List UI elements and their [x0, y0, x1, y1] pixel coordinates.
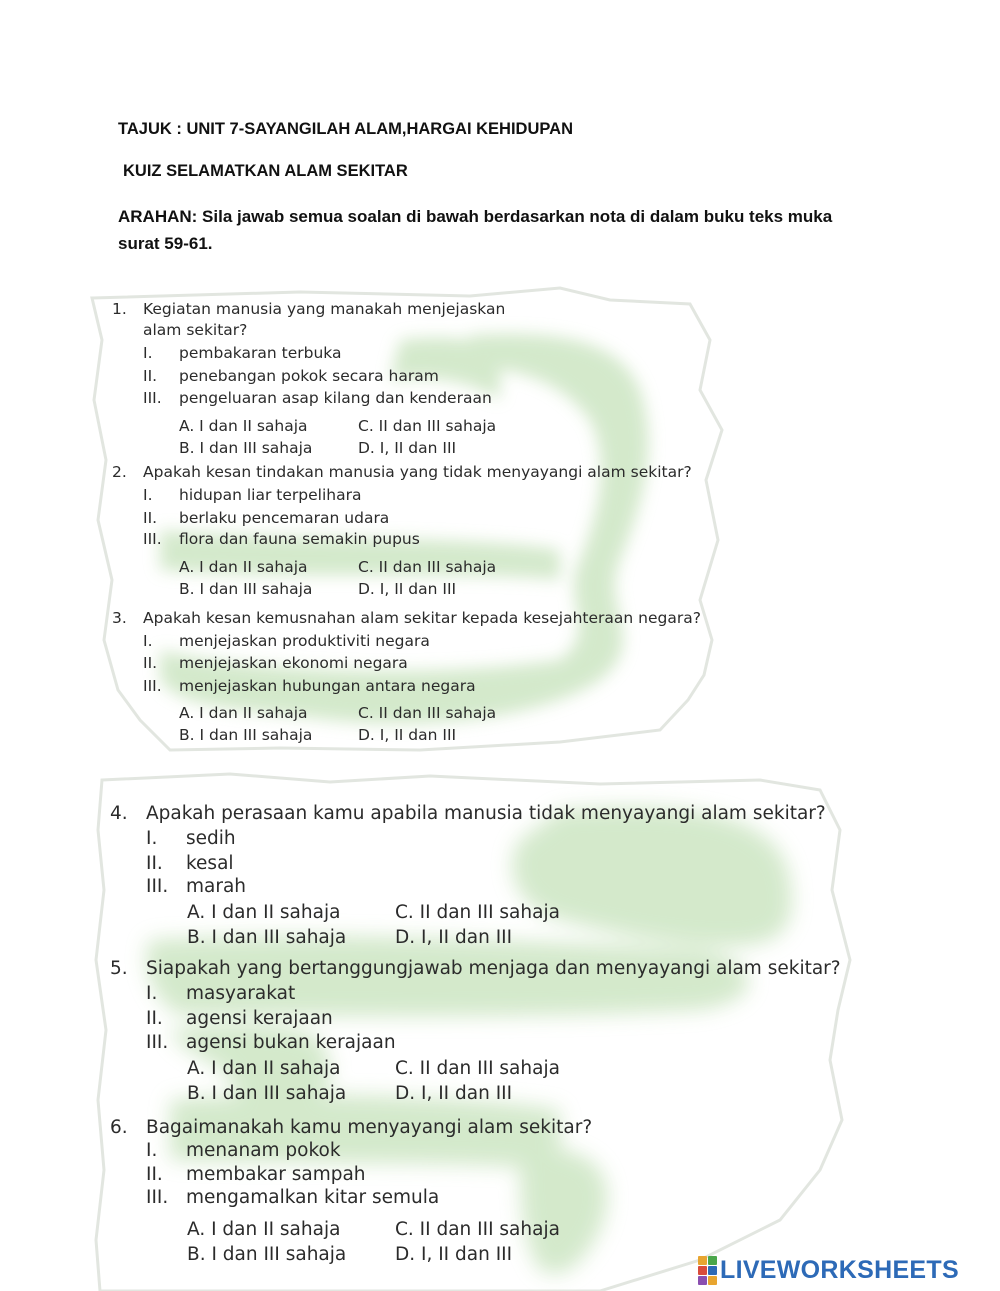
question-2-item-3: III. flora dan fauna semakin pupus [143, 530, 420, 548]
question-1-item-2: II. penebangan pokok secara haram [143, 367, 439, 385]
question-number: 2. [112, 463, 127, 481]
question-5-item-1: I. masyarakat [146, 983, 296, 1004]
question-panel-2 [0, 770, 1000, 1291]
quiz-subtitle: KUIZ SELAMATKAN ALAM SEKITAR [123, 162, 408, 180]
question-2-answer-c[interactable]: C. II dan III sahaja [358, 558, 497, 576]
question-3-item-1: I. menjejaskan produktiviti negara [143, 632, 430, 650]
question-6-item-2: II. membakar sampah [146, 1164, 366, 1185]
question-1-item-3: III. pengeluaran asap kilang dan kenderaan [143, 389, 492, 407]
question-4-answer-a[interactable]: A. I dan II sahaja [187, 902, 341, 923]
question-4-answer-d[interactable]: D. I, II dan III [395, 927, 513, 948]
question-number: 3. [112, 609, 127, 627]
liveworksheets-logo[interactable] [698, 1256, 959, 1284]
question-number: 5. [110, 958, 128, 979]
question-2-answer-b[interactable]: B. I dan III sahaja [179, 580, 313, 598]
question-4-item-1: I. sedih [146, 828, 236, 849]
question-6-item-3: III. mengamalkan kitar semula [146, 1187, 440, 1208]
question-1-answer-a[interactable]: A. I dan II sahaja [179, 417, 308, 435]
logo-blocks-icon [698, 1256, 717, 1285]
question-number: 6. [110, 1117, 128, 1138]
question-1-answer-c[interactable]: C. II dan III sahaja [358, 417, 497, 435]
question-3-item-2: II. menjejaskan ekonomi negara [143, 654, 408, 672]
question-3-answer-d[interactable]: D. I, II dan III [358, 726, 457, 744]
question-number: 4. [110, 803, 128, 824]
question-4-item-2: II. kesal [146, 853, 234, 874]
page-title: TAJUK : UNIT 7-SAYANGILAH ALAM,HARGAI KEHIDUPAN [118, 120, 573, 138]
question-6-answer-b[interactable]: B. I dan III sahaja [187, 1244, 347, 1265]
question-2-item-2: II. berlaku pencemaran udara [143, 509, 390, 527]
question-6-answer-c[interactable]: C. II dan III sahaja [395, 1219, 560, 1240]
question-1-item-1: I. pembakaran terbuka [143, 344, 342, 362]
question-6-text: 6. Bagaimanakah kamu menyayangi alam sekitar? [110, 1117, 593, 1138]
question-3-answer-c[interactable]: C. II dan III sahaja [358, 704, 497, 722]
question-3-answer-b[interactable]: B. I dan III sahaja [179, 726, 313, 744]
question-5-item-3: III. agensi bukan kerajaan [146, 1032, 396, 1053]
question-5-answer-c[interactable]: C. II dan III sahaja [395, 1058, 560, 1079]
question-1-text: 1. Kegiatan manusia yang manakah menjejaskan [112, 300, 506, 318]
question-3-answer-a[interactable]: A. I dan II sahaja [179, 704, 308, 722]
question-number: 1. [112, 300, 127, 318]
question-6-answer-d[interactable]: D. I, II dan III [395, 1244, 513, 1265]
question-2-text: 2. Apakah kesan tindakan manusia yang tidak menyayangi alam sekitar? [112, 463, 692, 481]
logo-text: LIVEWORKSHEETS [720, 1255, 959, 1284]
instruction-text: ARAHAN: Sila jawab semua soalan di bawah berdasarkan nota di dalam buku teks muka surat 59-61. [118, 207, 833, 253]
question-1-text-cont: alam sekitar? [143, 321, 248, 339]
question-4-answer-c[interactable]: C. II dan III sahaja [395, 902, 560, 923]
question-panel-1 [0, 280, 1000, 770]
question-6-answer-a[interactable]: A. I dan II sahaja [187, 1219, 341, 1240]
question-5-answer-d[interactable]: D. I, II dan III [395, 1083, 513, 1104]
question-5-text: 5. Siapakah yang bertanggungjawab menjaga dan menyayangi alam sekitar? [110, 958, 841, 979]
question-4-answer-b[interactable]: B. I dan III sahaja [187, 927, 347, 948]
question-5-item-2: II. agensi kerajaan [146, 1008, 333, 1029]
question-2-answer-a[interactable]: A. I dan II sahaja [179, 558, 308, 576]
question-6-item-1: I. menanam pokok [146, 1140, 341, 1161]
question-4-text: 4. Apakah perasaan kamu apabila manusia tidak menyayangi alam sekitar? [110, 803, 826, 824]
question-3-text: 3. Apakah kesan kemusnahan alam sekitar kepada kesejahteraan negara? [112, 609, 701, 627]
question-4-item-3: III. marah [146, 876, 247, 897]
question-2-item-1: I. hidupan liar terpelihara [143, 486, 362, 504]
question-3-item-3: III. menjejaskan hubungan antara negara [143, 677, 476, 695]
question-2-answer-d[interactable]: D. I, II dan III [358, 580, 457, 598]
question-5-answer-b[interactable]: B. I dan III sahaja [187, 1083, 347, 1104]
question-1-answer-b[interactable]: B. I dan III sahaja [179, 439, 313, 457]
question-5-answer-a[interactable]: A. I dan II sahaja [187, 1058, 341, 1079]
question-1-answer-d[interactable]: D. I, II dan III [358, 439, 457, 457]
